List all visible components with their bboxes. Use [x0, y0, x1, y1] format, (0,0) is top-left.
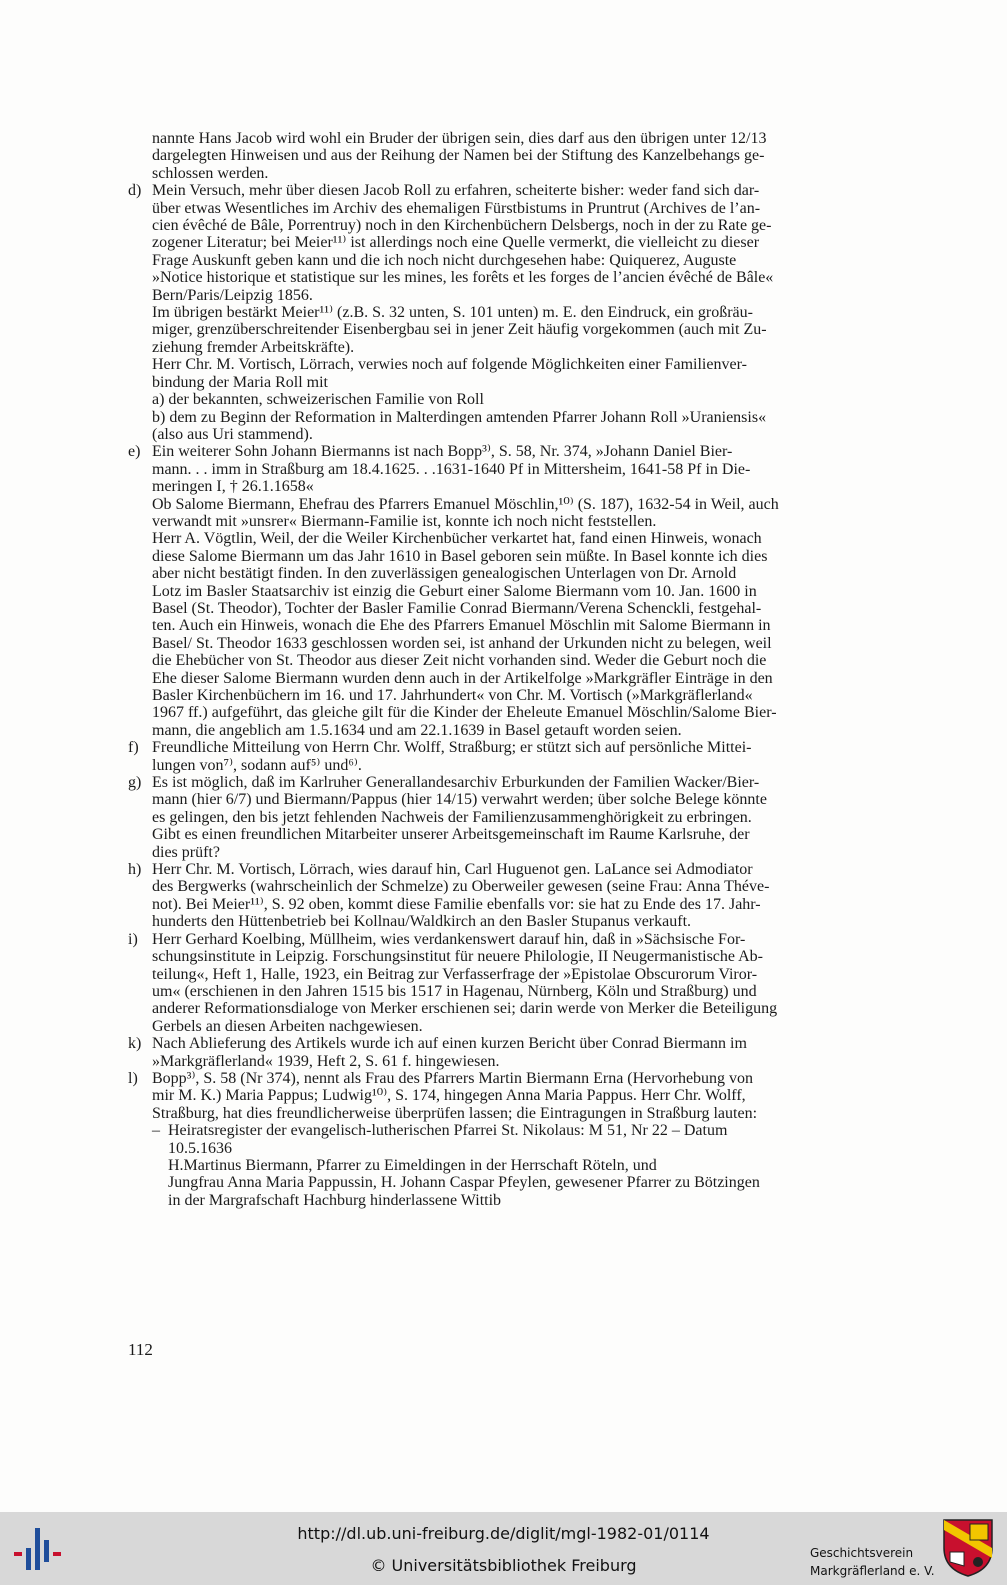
text-line: schlossen werden. [152, 164, 269, 182]
footer-bar [0, 1512, 1007, 1585]
text-line: um« (erschienen in den Jahren 1515 bis 1517 in Hagenau, Nürnberg, Köln und Straßburg) und [152, 982, 757, 1000]
text-line: not). Bei Meier¹¹⁾, S. 92 oben, kommt diese Familie ebenfalls vor: sie hat zu Ende des 17. Jahr- [152, 895, 761, 913]
text-line: Bopp³⁾, S. 58 (Nr 374), nennt als Frau des Pfarrers Martin Biermann Erna (Hervorhebung von [152, 1069, 754, 1087]
text-line: Freundliche Mitteilung von Herrn Chr. Wolff, Straßburg; er stützt sich auf persönliche Mittei- [152, 739, 752, 757]
text-line: miger, grenzüberschreitender Eisenbergbau sei in jener Zeit häufig vorgekommen (auch mit Zu- [152, 321, 767, 339]
note-e [128, 443, 878, 739]
text-line: Gibt es einen freundlichen Mitarbeiter unserer Arbeitsgemeinschaft im Raume Karlsruhe, der [152, 826, 750, 844]
note-body [152, 1070, 878, 1122]
text-line: über etwas Wesentliches im Archiv des ehemaligen Fürstbistums in Pruntrut (Archives de l’an- [152, 199, 761, 217]
note-marker: e) [128, 443, 141, 461]
text-line: dies prüft? [152, 843, 220, 861]
text-line: nannte Hans Jacob wird wohl ein Bruder der übrigen sein, dies darf aus den übrigen unter 12/13 [152, 130, 767, 147]
text-line: meringen I, † 26.1.1658« [152, 478, 314, 496]
text-line: Im übrigen bestärkt Meier¹¹⁾ (z.B. S. 32 unten, S. 101 unten) m. E. den Eindruck, ein großräu- [152, 304, 753, 322]
text-line: Herr Chr. M. Vortisch, Lörrach, wies darauf hin, Carl Huguenot gen. LaLance sei Admodiator [152, 861, 753, 879]
text-line: Mein Versuch, mehr über diesen Jacob Roll zu erfahren, scheiterte bisher: weder fand sich dar- [152, 182, 760, 200]
text-line: anderer Reformationsdialoge von Merker erschienen sei; darin werde von Merker die Beteiligung [152, 1000, 778, 1018]
note-body [152, 443, 878, 739]
note-marker: g) [128, 774, 142, 792]
note-d [128, 182, 878, 443]
text-line: 1967 ff.) aufgeführt, das gleiche gilt für die Kinder der Eheleute Emanuel Möschlin/Salome Bier- [152, 704, 777, 722]
text-line: Heiratsregister der evangelisch-lutherischen Pfarrei St. Nikolaus: M 51, Nr 22 – Datum [168, 1122, 728, 1140]
text-line: a) der bekannten, schweizerischen Familie von Roll [152, 391, 484, 409]
copyright-text: © Universitätsbibliothek Freiburg [370, 1556, 637, 1575]
text-line: mir M. K.) Maria Pappus; Ludwig¹⁰⁾, S. 174, hingegen Anna Maria Pappus. Herr Chr. Wolff, [152, 1087, 746, 1105]
text-line: Bern/Paris/Leipzig 1856. [152, 286, 313, 304]
text-line: hunderts den Hüttenbetrieb bei Kollnau/Waldkirch an den Basler Stupanus verkauft. [152, 913, 692, 931]
note-f [128, 739, 878, 774]
text-line: die Ehebücher von St. Theodor aus dieser Zeit nicht vorhanden sind. Weder die Geburt noch die [152, 652, 767, 670]
text-line: diese Salome Biermann um das Jahr 1610 in Basel geboren sein müßte. In Basel konnte ich dies [152, 547, 768, 565]
text-line: Nach Ablieferung des Artikels wurde ich auf einen kurzen Bericht über Conrad Biermann im [152, 1035, 747, 1053]
text-line: Basel (St. Theodor), Tochter der Basler Familie Conrad Biermann/Verena Schenckli, festgehal- [152, 599, 762, 617]
text-line: Basler Kirchenbüchern im 16. und 17. Jahrhundert« von Chr. M. Vortisch (»Markgräflerland« [152, 687, 753, 704]
text-line: Ob Salome Biermann, Ehefrau des Pfarrers Emanuel Möschlin,¹⁰⁾ (S. 187), 1632-54 in Weil, auch [152, 495, 779, 513]
text-line: »Markgräflerland« 1939, Heft 2, S. 61 f. hingewiesen. [152, 1052, 500, 1070]
note-marker: k) [128, 1035, 142, 1053]
note-body [152, 931, 878, 1035]
note-l [128, 1070, 878, 1122]
document-url-link[interactable]: http://dl.ub.uni-freiburg.de/diglit/mgl-1982-01/0114 [297, 1524, 710, 1543]
text-line: Frage Auskunft geben kann und die ich noch nicht durchgesehen habe: Quiquerez, Auguste [152, 251, 737, 269]
note-h [128, 861, 878, 931]
text-line: Herr Chr. M. Vortisch, Lörrach, verwies noch auf folgende Möglichkeiten einer Familienver- [152, 356, 747, 374]
text-line: mann. . . imm in Straßburg am 18.4.1625. . .1631-1640 Pf in Mittersheim, 1641-58 Pf in Die- [152, 460, 751, 478]
note-marker: d) [128, 182, 142, 200]
note-marker: l) [128, 1069, 138, 1087]
society-line-1: Geschichtsverein [810, 1546, 914, 1560]
text-line: Jungfrau Anna Maria Pappussin, H. Johann Caspar Pfeylen, gewesener Pfarrer zu Bötzingen [168, 1174, 760, 1192]
note-k [128, 1035, 878, 1070]
text-line: ziehung fremder Arbeitskräfte). [152, 338, 355, 356]
note-l-dash-entry [128, 1122, 878, 1209]
text-line: Es ist möglich, daß im Karlruher Generallandesarchiv Erburkunden der Familien Wacker/Bier- [152, 774, 760, 792]
text-line: schungsinstitute in Leipzig. Forschungsinstitut für neuere Philologie, II Neugermanistische Ab- [152, 948, 764, 966]
text-line: zogener Literatur; bei Meier¹¹⁾ ist allerdings noch eine Quelle vermerkt, die vielleicht zu dieser [152, 234, 760, 252]
coat-of-arms-icon[interactable] [942, 1518, 994, 1578]
note-body [152, 774, 878, 861]
text-line: H.Martinus Biermann, Pfarrer zu Eimeldingen in der Herrschaft Röteln, und [168, 1156, 657, 1174]
document-text [128, 130, 878, 1209]
note-g [128, 774, 878, 861]
text-line: des Bergwerks (wahrscheinlich der Schmelze) zu Oberweiler gewesen (seine Frau: Anna Théve- [152, 878, 770, 896]
text-line: ten. Auch ein Hinweis, wonach die Ehe des Pfarrers Emanuel Möschlin mit Salome Biermann in [152, 617, 771, 635]
note-marker: i) [128, 930, 138, 948]
society-name [810, 1544, 935, 1580]
text-line: cien évêché de Bâle, Porrentruy) noch in den Kirchenbüchern Delsbergs, noch in der zu Rate ge- [152, 217, 772, 235]
text-line: 10.5.1636 [168, 1139, 232, 1157]
text-line: Gerbels an diesen Arbeiten nachgewiesen. [152, 1017, 423, 1035]
dash-marker: – [152, 1122, 160, 1140]
intro-paragraph [128, 130, 878, 182]
text-line: Ehe dieser Salome Biermann wurden denn auch in der Artikelfolge »Markgräfler Einträge in den [152, 669, 773, 687]
page-number: 112 [128, 1340, 153, 1359]
note-marker: h) [128, 861, 142, 879]
text-line: Straßburg, hat dies freundlicherweise überprüfen lassen; die Eintragungen in Straßburg lauten: [152, 1104, 758, 1122]
note-body [152, 739, 878, 774]
text-line: verwandt mit »unsrer« Biermann-Familie ist, konnte ich noch nicht feststellen. [152, 512, 657, 530]
text-line: b) dem zu Beginn der Reformation in Malterdingen amtenden Pfarrer Johann Roll »Uraniensis« [152, 408, 767, 426]
text-line: Lotz im Basler Staatsarchiv ist einzig die Geburt einer Salome Biermann vom 10. Jan. 1600 in [152, 582, 757, 600]
note-i [128, 931, 878, 1035]
society-line-2: Markgräflerland e. V. [810, 1564, 935, 1578]
text-line: (also aus Uri stammend). [152, 425, 313, 443]
text-line: es gelingen, den bis jetzt fehlenden Nachweis der Familienzusammenghörigkeit zu erbringen. [152, 808, 752, 826]
text-line: aber nicht bestätigt finden. In den zuverlässigen genealogischen Unterlagen von Dr. Arnold [152, 565, 737, 583]
text-line: lungen von⁷⁾, sodann auf⁵⁾ und⁶⁾. [152, 756, 362, 774]
note-body [152, 182, 878, 443]
text-line: teilung«, Heft 1, Halle, 1923, ein Beitrag zur Verfasserfrage der »Epistolae Obscurorum Viror- [152, 965, 758, 983]
text-line: mann, die angeblich am 1.5.1634 und am 22.1.1639 in Basel getauft worden seien. [152, 721, 682, 739]
note-marker: f) [128, 739, 139, 757]
text-line: Basel/ St. Theodor 1633 geschlossen worden sei, ist anhand der Urkunden nicht zu belegen, weil [152, 634, 772, 652]
text-line: »Notice historique et statistique sur les mines, les forêts et les forges de l’ancien évêché de Bâle« [152, 269, 774, 287]
text-line: dargelegten Hinweisen und aus der Reihung der Namen bei der Stiftung des Kanzelbehangs ge- [152, 147, 765, 165]
text-line: in der Margrafschaft Hachburg hinderlassene Wittib [168, 1191, 502, 1209]
text-line: mann (hier 6/7) und Biermann/Pappus (hier 14/15) verwahrt werden; über solche Belege könnte [152, 791, 767, 809]
note-body [152, 1035, 878, 1070]
note-body [152, 861, 878, 931]
text-line: Herr Gerhard Koelbing, Müllheim, wies verdankenswert darauf hin, daß in »Sächsische For- [152, 930, 746, 948]
text-line: bindung der Maria Roll mit [152, 373, 328, 391]
text-line: Herr A. Vögtlin, Weil, der die Weiler Kirchenbücher verkartet hat, fand einen Hinweis, wonach [152, 530, 762, 548]
text-line: Ein weiterer Sohn Johann Biermanns ist nach Bopp³⁾, S. 58, Nr. 374, »Johann Daniel Bier- [152, 443, 733, 461]
dash-body [168, 1122, 878, 1209]
